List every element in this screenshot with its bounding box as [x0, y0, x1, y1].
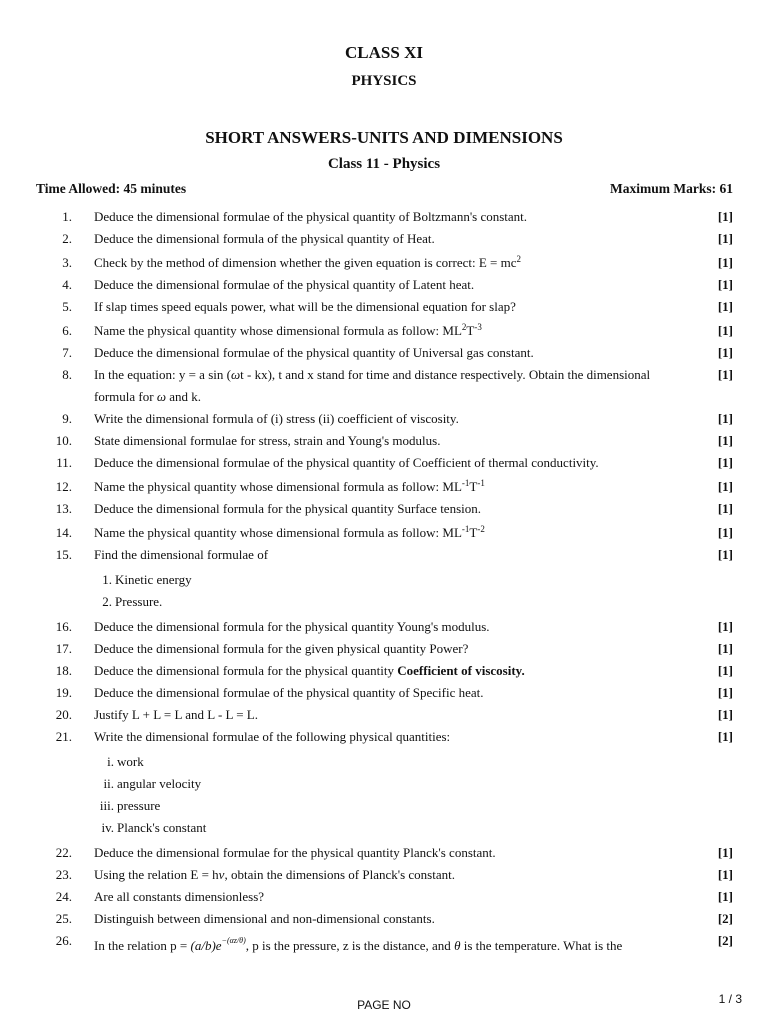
question-marks: [1]	[717, 685, 733, 700]
question-text	[94, 364, 684, 408]
question-marks: [1]	[717, 501, 733, 516]
question-text-part: In the relation p =	[94, 938, 188, 953]
question-text: Deduce the dimensional formulae of the physical quantity of Specific heat.	[94, 685, 484, 700]
question-number: 9.	[62, 411, 72, 426]
exponent: -3	[474, 322, 482, 332]
question-item	[0, 228, 768, 250]
question-marks: [1]	[717, 277, 733, 292]
question-item	[0, 522, 768, 544]
question-text-part: , p is the pressure, z is the distance, and	[245, 938, 451, 953]
exponent: -1	[461, 524, 470, 534]
subtitle: Class 11 - Physics	[327, 156, 441, 172]
question-marks: [1]	[717, 411, 733, 426]
formula-exponent: −(αz/θ)	[221, 936, 246, 945]
question-text	[94, 864, 684, 886]
sub-item	[94, 751, 768, 773]
question-item	[0, 864, 768, 886]
sub-item	[94, 817, 768, 839]
question-list	[0, 206, 768, 957]
sub-item-text: Kinetic energy	[115, 572, 192, 587]
question-text: Deduce the dimensional formula for the physical quantity Young's modulus.	[94, 619, 490, 634]
sub-item-number: iii.	[99, 798, 114, 813]
sub-item-number: 2.	[102, 594, 112, 609]
question-marks: [1]	[717, 525, 733, 540]
question-text: State dimensional formulae for stress, strain and Young's modulus.	[94, 433, 441, 448]
question-text-part: and k.	[169, 389, 202, 404]
question-text	[94, 930, 684, 957]
nu-symbol: ν	[218, 867, 225, 882]
question-text-part: Check by the method of dimension whether the given equation is correct: E = mc	[94, 255, 517, 270]
question-number: 5.	[62, 299, 72, 314]
question-item	[0, 296, 768, 318]
question-number: 11.	[56, 455, 72, 470]
question-number: 22.	[55, 845, 72, 860]
omega-symbol: ω	[230, 367, 241, 382]
question-number: 8.	[62, 367, 72, 382]
question-text: Distinguish between dimensional and non-dimensional constants.	[94, 911, 435, 926]
question-item	[0, 430, 768, 452]
question-text: Deduce the dimensional formulae for the physical quantity Planck's constant.	[94, 845, 496, 860]
question-item	[0, 660, 768, 682]
question-text: Justify L + L = L and L - L = L.	[94, 707, 258, 722]
sub-item-text: Pressure.	[115, 594, 163, 609]
question-marks: [1]	[717, 479, 733, 494]
question-text-part: Name the physical quantity whose dimensional formula as follow: ML	[94, 323, 462, 338]
sub-item-number: iv.	[101, 820, 114, 835]
question-item	[0, 544, 768, 566]
question-number: 19.	[55, 685, 72, 700]
question-number: 14.	[55, 525, 72, 540]
question-marks: [2]	[717, 933, 733, 948]
question-text	[94, 476, 684, 498]
question-text-part: Name the physical quantity whose dimensional formula as follow: ML	[94, 479, 462, 494]
question-marks: [1]	[717, 707, 733, 722]
question-text: Deduce the dimensional formulae of the physical quantity of Boltzmann's constant.	[94, 209, 528, 224]
sub-item	[94, 795, 768, 817]
question-number: 16.	[55, 619, 72, 634]
question-number: 6.	[62, 323, 72, 338]
question-text: Deduce the dimensional formula for the physical quantity Surface tension.	[94, 501, 481, 516]
question-item	[0, 320, 768, 342]
maximum-marks: Maximum Marks: 61	[610, 181, 733, 196]
question-item	[0, 408, 768, 430]
question-number: 7.	[62, 345, 72, 360]
question-number: 3.	[62, 255, 72, 270]
question-text: Deduce the dimensional formula for the given physical quantity Power?	[94, 641, 469, 656]
question-text: Write the dimensional formulae of the following physical quantities:	[94, 729, 451, 744]
sub-item-number: i.	[107, 754, 114, 769]
sub-item	[94, 591, 768, 613]
question-marks: [1]	[717, 729, 733, 744]
question-text: Deduce the dimensional formula of the physical quantity of Heat.	[94, 231, 435, 246]
question-number: 13.	[55, 501, 72, 516]
question-item	[0, 364, 768, 408]
question-text: If slap times speed equals power, what will be the dimensional equation for slap?	[94, 299, 516, 314]
question-item	[0, 682, 768, 704]
question-number: 21.	[55, 729, 72, 744]
question-marks: [1]	[717, 255, 733, 270]
sub-item-number: ii.	[103, 776, 114, 791]
question-text-part: T	[466, 323, 475, 338]
question-text-part: In the equation: y = a sin (	[94, 367, 231, 382]
question-text	[94, 320, 684, 342]
question-marks: [1]	[717, 889, 733, 904]
exponent: 2	[461, 322, 467, 332]
class-title: CLASS XI	[345, 43, 423, 62]
question-marks: [1]	[717, 455, 733, 470]
question-number: 12.	[55, 479, 72, 494]
question-number: 25.	[55, 911, 72, 926]
section-title: SHORT ANSWERS-UNITS AND DIMENSIONS	[205, 128, 563, 147]
question-item	[0, 476, 768, 498]
question-marks: [1]	[717, 619, 733, 634]
question-marks: [1]	[717, 641, 733, 656]
question-number: 17.	[55, 641, 72, 656]
question-text: Deduce the dimensional formulae of the physical quantity of Latent heat.	[94, 277, 475, 292]
question-marks: [1]	[717, 299, 733, 314]
sub-item-text: Planck's constant	[117, 820, 207, 835]
question-number: 20.	[55, 707, 72, 722]
question-number: 24.	[55, 889, 72, 904]
question-number: 2.	[62, 231, 72, 246]
theta-symbol: θ	[454, 938, 461, 953]
question-text: Deduce the dimensional formulae of the physical quantity of Universal gas constant.	[94, 345, 534, 360]
question-number: 18.	[55, 663, 72, 678]
question-text: Write the dimensional formula of (i) stress (ii) coefficient of viscosity.	[94, 411, 459, 426]
question-text-part: Name the physical quantity whose dimensional formula as follow: ML	[94, 525, 462, 540]
question-marks: [1]	[717, 845, 733, 860]
question-item	[0, 206, 768, 228]
question-marks: [1]	[717, 663, 733, 678]
exponent: -1	[461, 478, 470, 488]
exponent: -2	[477, 524, 485, 534]
exponent: -1	[477, 478, 485, 488]
question-marks: [1]	[717, 433, 733, 448]
question-number: 23.	[55, 867, 72, 882]
question-item	[0, 908, 768, 930]
question-text	[94, 660, 684, 682]
sub-item	[94, 569, 768, 591]
question-marks: [1]	[717, 547, 733, 562]
question-marks: [1]	[717, 323, 733, 338]
page-label: PAGE NO	[357, 998, 411, 1012]
question-text-part: Using the relation E = h	[94, 867, 219, 882]
question-item	[0, 274, 768, 296]
sub-item-text: work	[117, 754, 144, 769]
question-number: 1.	[62, 209, 72, 224]
question-marks: [1]	[717, 345, 733, 360]
question-item	[0, 452, 768, 474]
question-bold-text: Coefficient of viscosity.	[397, 663, 525, 678]
question-item	[0, 842, 768, 864]
question-number: 26.	[55, 933, 72, 948]
question-text-part: is the temperature. What is the	[463, 938, 623, 953]
sub-item	[94, 773, 768, 795]
sub-item-text: angular velocity	[117, 776, 202, 791]
question-item	[0, 616, 768, 638]
question-text-part: t - kx), t and x stand for time and distance respectively. Obtain the dimensional formula for	[94, 367, 651, 404]
exponent: 2	[516, 254, 521, 264]
formula-base: (a/b)e	[190, 938, 222, 953]
question-number: 4.	[62, 277, 72, 292]
question-item	[0, 726, 768, 748]
sub-item-text: pressure	[117, 798, 161, 813]
question-text-part: T	[469, 525, 478, 540]
sub-list	[0, 566, 768, 616]
time-allowed: Time Allowed: 45 minutes	[36, 181, 187, 196]
page-count: 1 / 3	[718, 992, 742, 1006]
question-text: Find the dimensional formulae of	[94, 547, 269, 562]
omega-symbol: ω	[156, 389, 166, 404]
question-marks: [1]	[717, 867, 733, 882]
question-text: Deduce the dimensional formulae of the physical quantity of Coefficient of thermal conductivity.	[94, 455, 599, 470]
question-item	[0, 930, 768, 957]
question-marks: [1]	[717, 367, 733, 382]
question-marks: [1]	[717, 231, 733, 246]
question-text	[94, 252, 684, 274]
question-text	[94, 522, 684, 544]
question-number: 15.	[55, 547, 72, 562]
sub-list	[0, 748, 768, 842]
question-text-part: , obtain the dimensions of Planck's constant.	[224, 867, 455, 882]
question-item	[0, 498, 768, 520]
question-marks: [1]	[717, 209, 733, 224]
question-item	[0, 638, 768, 660]
question-item	[0, 886, 768, 908]
question-item	[0, 704, 768, 726]
question-number: 10.	[55, 433, 72, 448]
subject-title: PHYSICS	[351, 73, 417, 89]
sub-item-number: 1.	[102, 572, 112, 587]
question-text-part: Deduce the dimensional formula for the physical quantity	[94, 663, 394, 678]
question-item	[0, 342, 768, 364]
question-item	[0, 252, 768, 274]
question-marks: [2]	[717, 911, 733, 926]
question-text: Are all constants dimensionless?	[94, 889, 265, 904]
question-text-part: T	[469, 479, 478, 494]
